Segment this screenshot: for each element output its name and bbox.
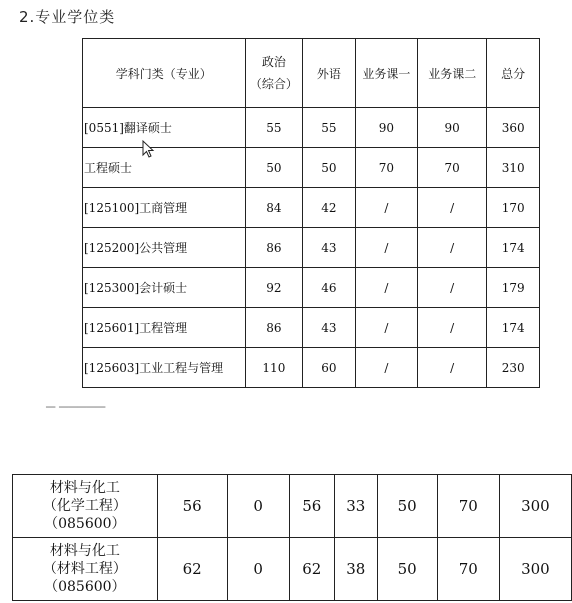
subject-cell: [125200]公共管理	[83, 228, 246, 268]
table-row	[83, 348, 540, 388]
header-total: 总分	[487, 39, 540, 108]
score-cell: 55	[245, 108, 303, 148]
score-cell: /	[418, 188, 487, 228]
subject-cell: [125601]工程管理	[83, 308, 246, 348]
score-cell: 230	[487, 348, 540, 388]
section-title: 2.专业学位类	[19, 8, 116, 26]
score-cell: /	[418, 308, 487, 348]
score-cell: /	[355, 348, 417, 388]
score-cell: 70	[418, 148, 487, 188]
score-cell: 70	[437, 475, 499, 538]
header-politics-line1: 政治	[261, 55, 286, 69]
score-cell: 360	[487, 108, 540, 148]
score-cell: 0	[227, 538, 289, 601]
score-cell: 62	[289, 538, 334, 601]
score-cell: 179	[487, 268, 540, 308]
subject-cell	[13, 538, 158, 601]
table-row	[13, 475, 572, 538]
score-cell: 90	[418, 108, 487, 148]
score-cell: 33	[335, 475, 378, 538]
table-row	[83, 308, 540, 348]
header-politics	[245, 39, 303, 108]
table-row	[83, 268, 540, 308]
professional-degree-score-table	[82, 38, 540, 388]
header-course-2: 业务课二	[418, 39, 487, 108]
table-row	[83, 188, 540, 228]
score-cell: /	[355, 228, 417, 268]
score-cell: /	[418, 228, 487, 268]
score-cell: /	[418, 268, 487, 308]
subject-cell: [125100]工商管理	[83, 188, 246, 228]
table-row	[83, 228, 540, 268]
score-cell: 46	[303, 268, 356, 308]
score-cell: 300	[499, 475, 571, 538]
score-cell: 90	[355, 108, 417, 148]
score-cell: /	[355, 268, 417, 308]
table-row	[13, 538, 572, 601]
score-cell: 43	[303, 228, 356, 268]
score-cell: 174	[487, 308, 540, 348]
score-cell: 43	[303, 308, 356, 348]
score-cell: 55	[303, 108, 356, 148]
score-cell: 60	[303, 348, 356, 388]
score-cell: /	[355, 188, 417, 228]
score-cell: /	[355, 308, 417, 348]
header-foreign-language: 外语	[303, 39, 356, 108]
subject-line: （085600）	[44, 579, 126, 595]
materials-chemical-score-table	[12, 474, 572, 601]
score-cell: 86	[245, 228, 303, 268]
header-course-1: 业务课一	[355, 39, 417, 108]
score-cell: 62	[157, 538, 227, 601]
subject-line: 材料与化工	[49, 543, 120, 559]
score-cell: 110	[245, 348, 303, 388]
score-cell: 50	[245, 148, 303, 188]
score-cell: 310	[487, 148, 540, 188]
subject-line: （化学工程）	[42, 498, 127, 514]
subject-cell: [0551]翻译硕士	[83, 108, 246, 148]
score-cell: /	[418, 348, 487, 388]
score-cell: 50	[377, 475, 437, 538]
score-cell: 0	[227, 475, 289, 538]
score-cell: 56	[289, 475, 334, 538]
subject-line: （085600）	[44, 516, 126, 532]
score-cell: 56	[157, 475, 227, 538]
score-cell: 50	[303, 148, 356, 188]
header-politics-line2: （综合）	[249, 77, 298, 91]
score-cell: 50	[377, 538, 437, 601]
score-cell: 86	[245, 308, 303, 348]
score-cell: 170	[487, 188, 540, 228]
subject-cell: [125603]工业工程与管理	[83, 348, 246, 388]
subject-cell: 工程硕士	[83, 148, 246, 188]
score-cell: 300	[499, 538, 571, 601]
header-subject: 学科门类（专业）	[83, 39, 246, 108]
score-cell: 38	[335, 538, 378, 601]
subject-line: （材料工程）	[42, 561, 127, 577]
score-cell: 84	[245, 188, 303, 228]
table-header-row	[83, 39, 540, 108]
score-cell: 42	[303, 188, 356, 228]
mouse-pointer-icon	[142, 140, 156, 160]
subject-line: 材料与化工	[49, 480, 120, 496]
faded-heading-fragment: ▁ ▁▁▁▁▁	[46, 394, 106, 408]
score-cell: 70	[355, 148, 417, 188]
subject-cell: [125300]会计硕士	[83, 268, 246, 308]
score-cell: 174	[487, 228, 540, 268]
subject-cell	[13, 475, 158, 538]
score-cell: 70	[437, 538, 499, 601]
score-cell: 92	[245, 268, 303, 308]
